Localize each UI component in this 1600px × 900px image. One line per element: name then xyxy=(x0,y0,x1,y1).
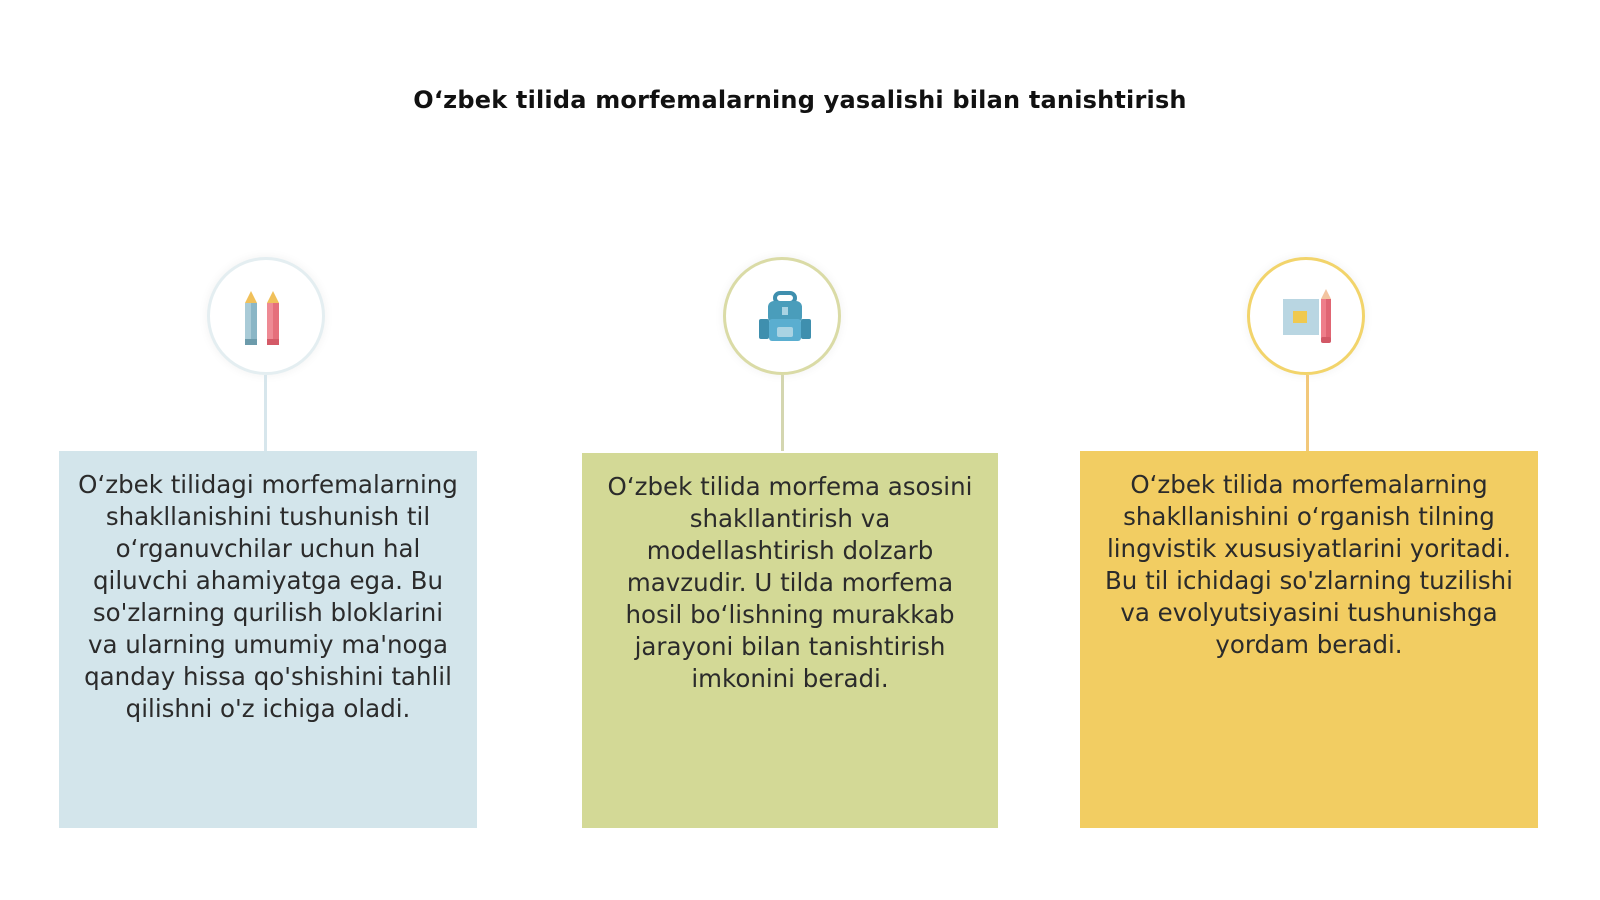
info-card-text: O‘zbek tilidagi morfemalarning shakllanishini tushunish til o‘rganuvchilar uchun hal qiluvchi ahamiyatga ega. Bu so'zlarning qurilish bloklarini va ularning umumiy ma'noga qanday hissa qo'shishini tahlil qilishni o'z ichiga oladi. xyxy=(78,470,458,723)
icon-circle-3 xyxy=(1247,257,1365,375)
connector-line-2 xyxy=(781,375,784,451)
icon-circle-1 xyxy=(207,257,325,375)
connector-line-3 xyxy=(1306,375,1309,451)
page-title: O‘zbek tilida morfemalarning yasalishi bilan tanishtirish xyxy=(413,86,1187,114)
icon-circle-2 xyxy=(723,257,841,375)
info-card-1 xyxy=(59,451,477,828)
info-card-2 xyxy=(582,453,998,828)
notebook-pencil-icon xyxy=(1279,289,1339,349)
connector-line-1 xyxy=(264,375,267,451)
info-card-3 xyxy=(1080,451,1538,828)
backpack-icon xyxy=(755,289,815,349)
info-card-text: O‘zbek tilida morfema asosini shakllantirish va modellashtirish dolzarb mavzudir. U tilda morfema hosil bo‘lishning murakkab jarayoni bilan tanishtirish imkonini beradi. xyxy=(607,472,973,693)
pencils-icon xyxy=(239,289,299,349)
info-card-text: O‘zbek tilida morfemalarning shakllanishini o‘rganish tilning lingvistik xususiyatlarini yoritadi. Bu til ichidagi so'zlarning tuzilishi va evolyutsiyasini tushunishga yordam beradi. xyxy=(1105,470,1513,659)
